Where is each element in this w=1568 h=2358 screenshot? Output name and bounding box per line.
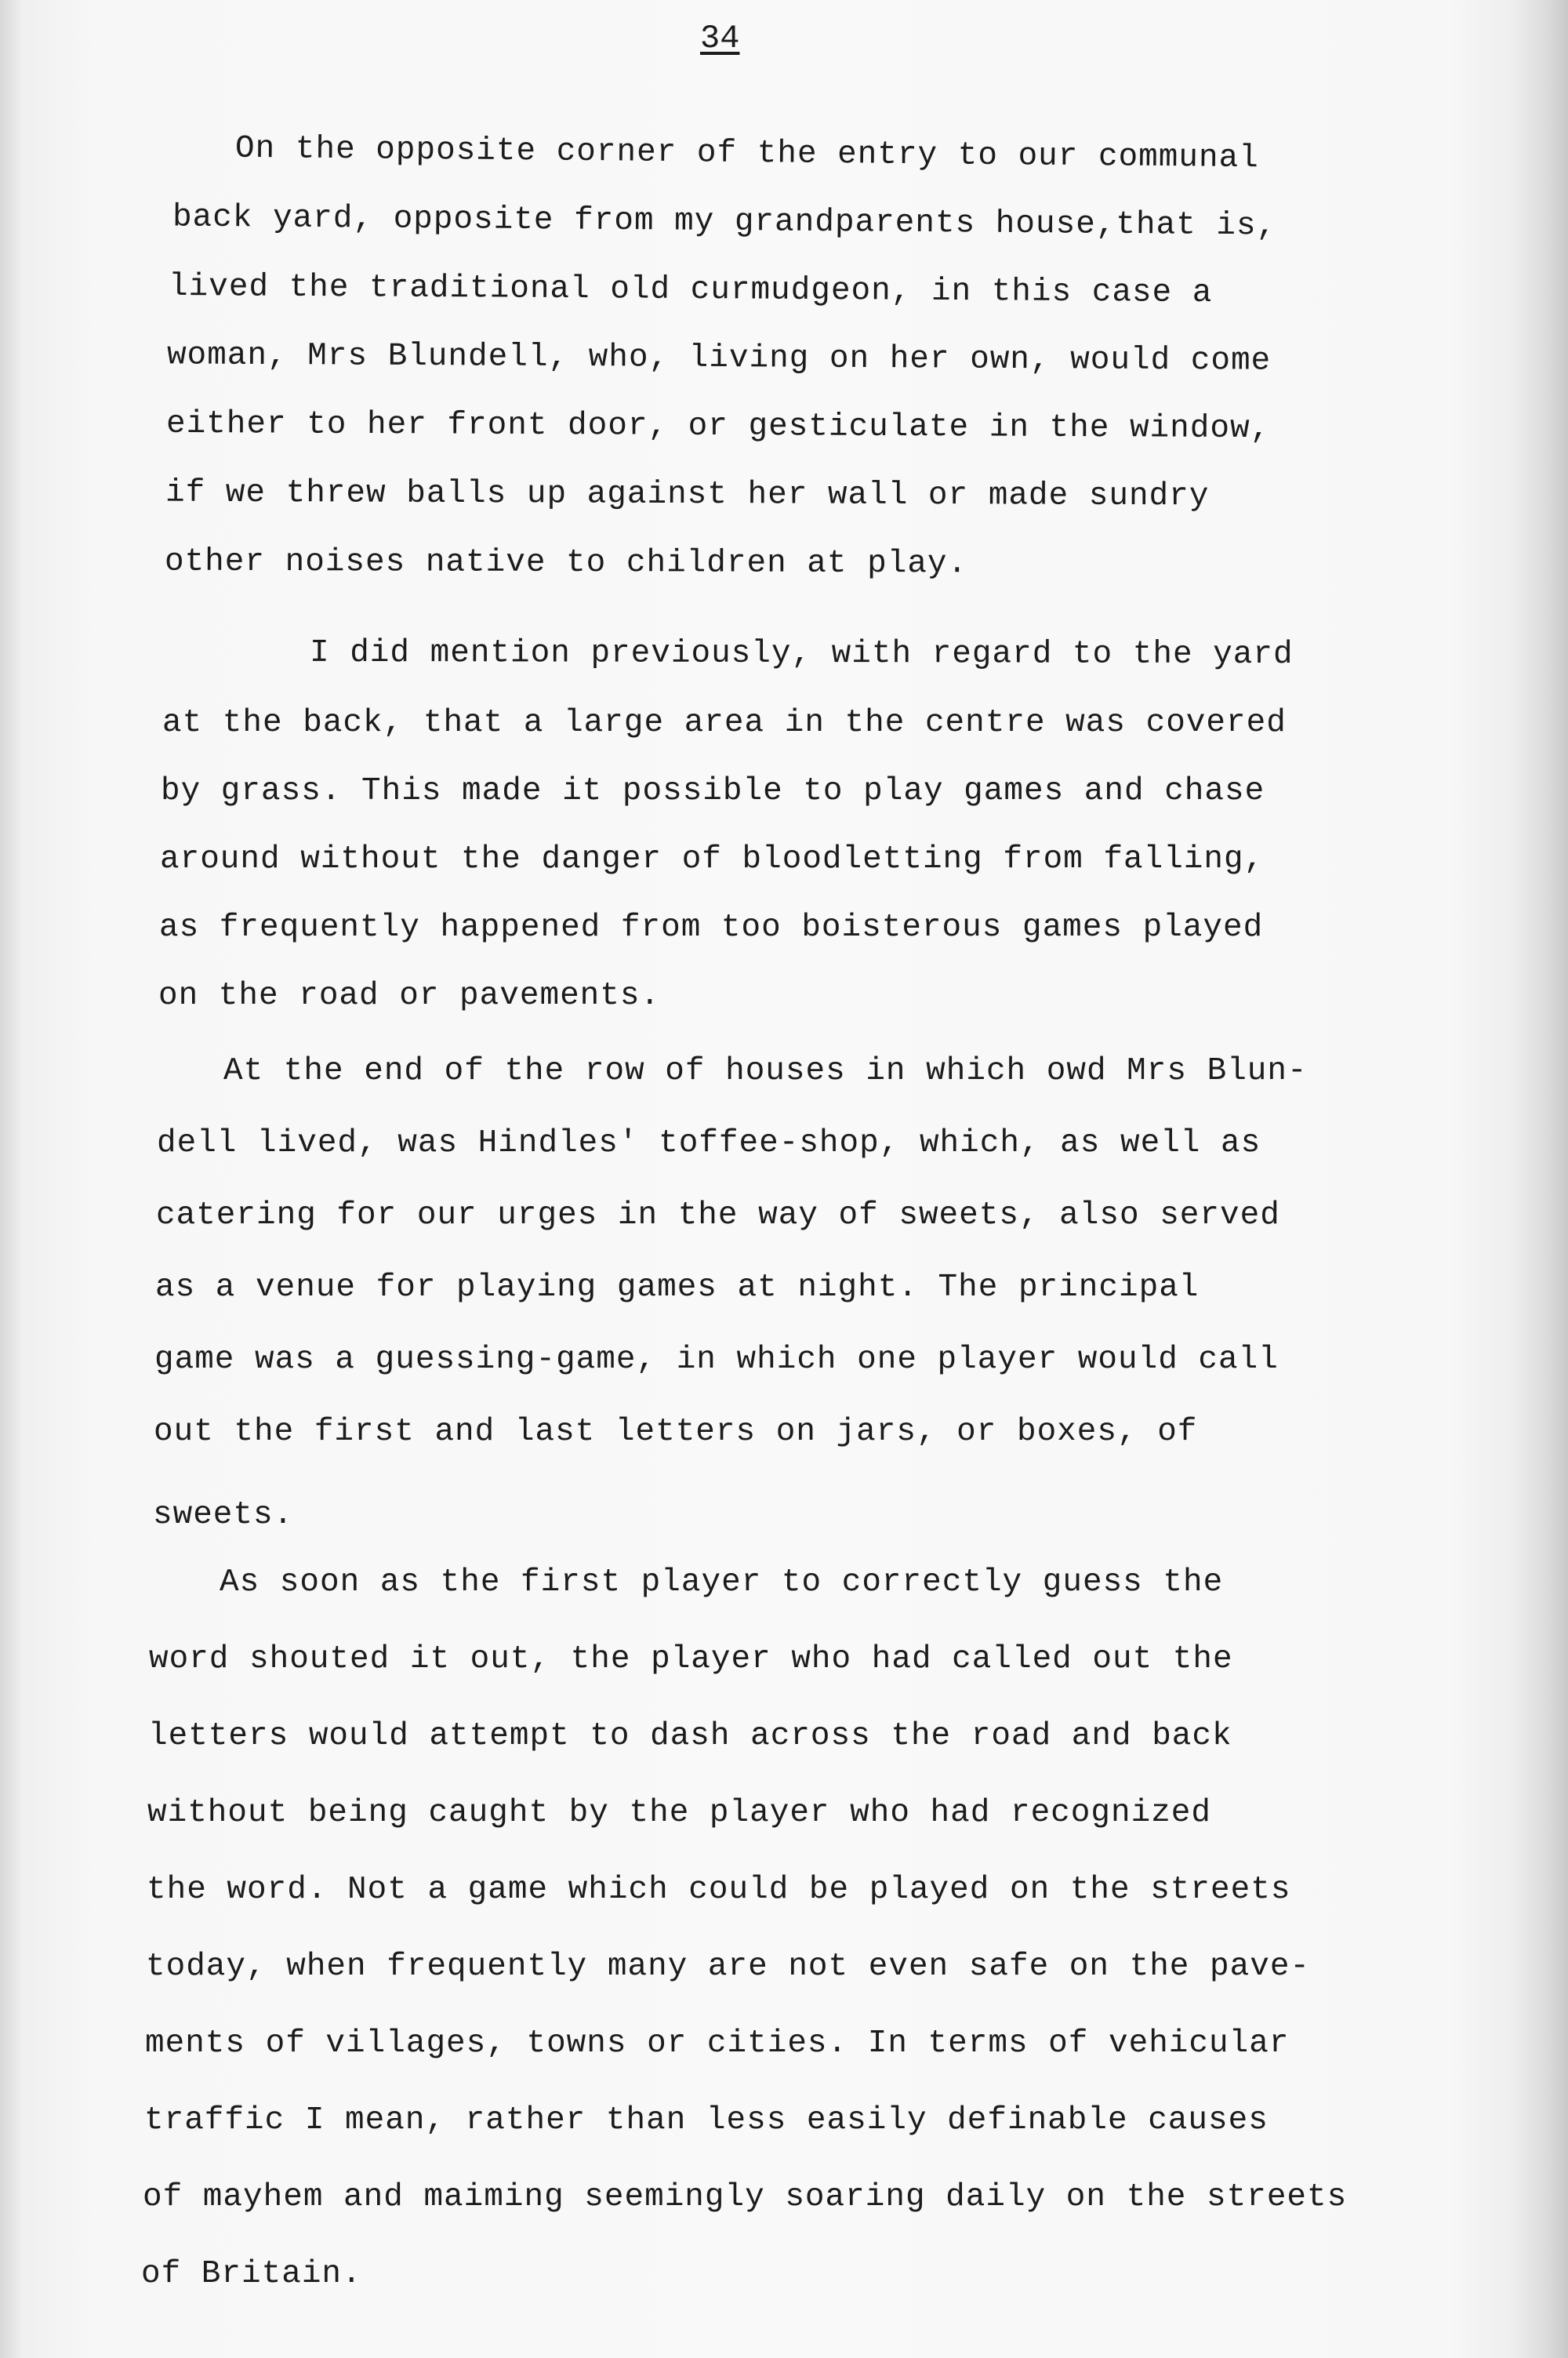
paragraph-line: on the road or pavements. — [158, 978, 661, 1014]
paragraph-line: traffic I mean, rather than less easily definable causes — [144, 2102, 1269, 2138]
paragraph-line: word shouted it out, the player who had called out the — [149, 1641, 1233, 1677]
paragraph-line: today, when frequently many are not even safe on the pave- — [146, 1949, 1311, 1985]
paragraph-line: At the end of the row of houses in which owd Mrs Blun- — [223, 1053, 1308, 1089]
paragraph-line: lived the traditional old curmudgeon, in this case a — [168, 268, 1213, 312]
paragraph-line: the word. Not a game which could be played on the streets — [147, 1872, 1291, 1908]
paragraph-line: game was a guessing-game, in which one player would call — [154, 1342, 1279, 1378]
paragraph-line: without being caught by the player who had recognized — [147, 1795, 1212, 1831]
paragraph-line: sweets. — [153, 1497, 294, 1533]
paragraph-line: woman, Mrs Blundell, who, living on her own, would come — [166, 337, 1272, 380]
page-number: 34 — [700, 20, 740, 57]
paragraph-line: catering for our urges in the way of sweets, also served — [156, 1197, 1280, 1233]
paragraph-line: dell lived, was Hindles' toffee-shop, which, as well as — [157, 1125, 1261, 1161]
paragraph-line: around without the danger of bloodletting from falling, — [160, 841, 1265, 877]
paragraph-line: other noises native to children at play. — [164, 543, 968, 583]
paragraph-line: as a venue for playing games at night. The principal — [155, 1270, 1200, 1306]
paragraph-line: ments of villages, towns or cities. In terms of vehicular — [145, 2026, 1290, 2062]
paragraph-line: either to her front door, or gesticulate in the window, — [165, 405, 1271, 448]
paragraph-line: I did mention previously, with regard to the yard — [309, 634, 1294, 674]
paragraph-line: if we threw balls up against her wall or made sundry — [165, 474, 1210, 515]
paragraph-line: As soon as the first player to correctly guess the — [220, 1564, 1224, 1600]
paragraph-line: of Britain. — [141, 2256, 362, 2292]
paragraph-line: by grass. This made it possible to play games and chase — [161, 773, 1265, 809]
paragraph-line: On the opposite corner of the entry to our communal — [234, 130, 1260, 177]
paragraph-line: of mayhem and maiming seemingly soaring daily on the streets — [143, 2179, 1348, 2215]
paragraph-line: at the back, that a large area in the centre was covered — [162, 705, 1287, 741]
paragraph-line: letters would attempt to dash across the road and back — [148, 1718, 1232, 1754]
paragraph-line: out the first and last letters on jars, or boxes, of — [154, 1414, 1198, 1450]
paragraph-line: as frequently happened from too boisterous games played — [159, 910, 1264, 946]
paragraph-line: back yard, opposite from my grandparents house,that is, — [172, 199, 1277, 245]
